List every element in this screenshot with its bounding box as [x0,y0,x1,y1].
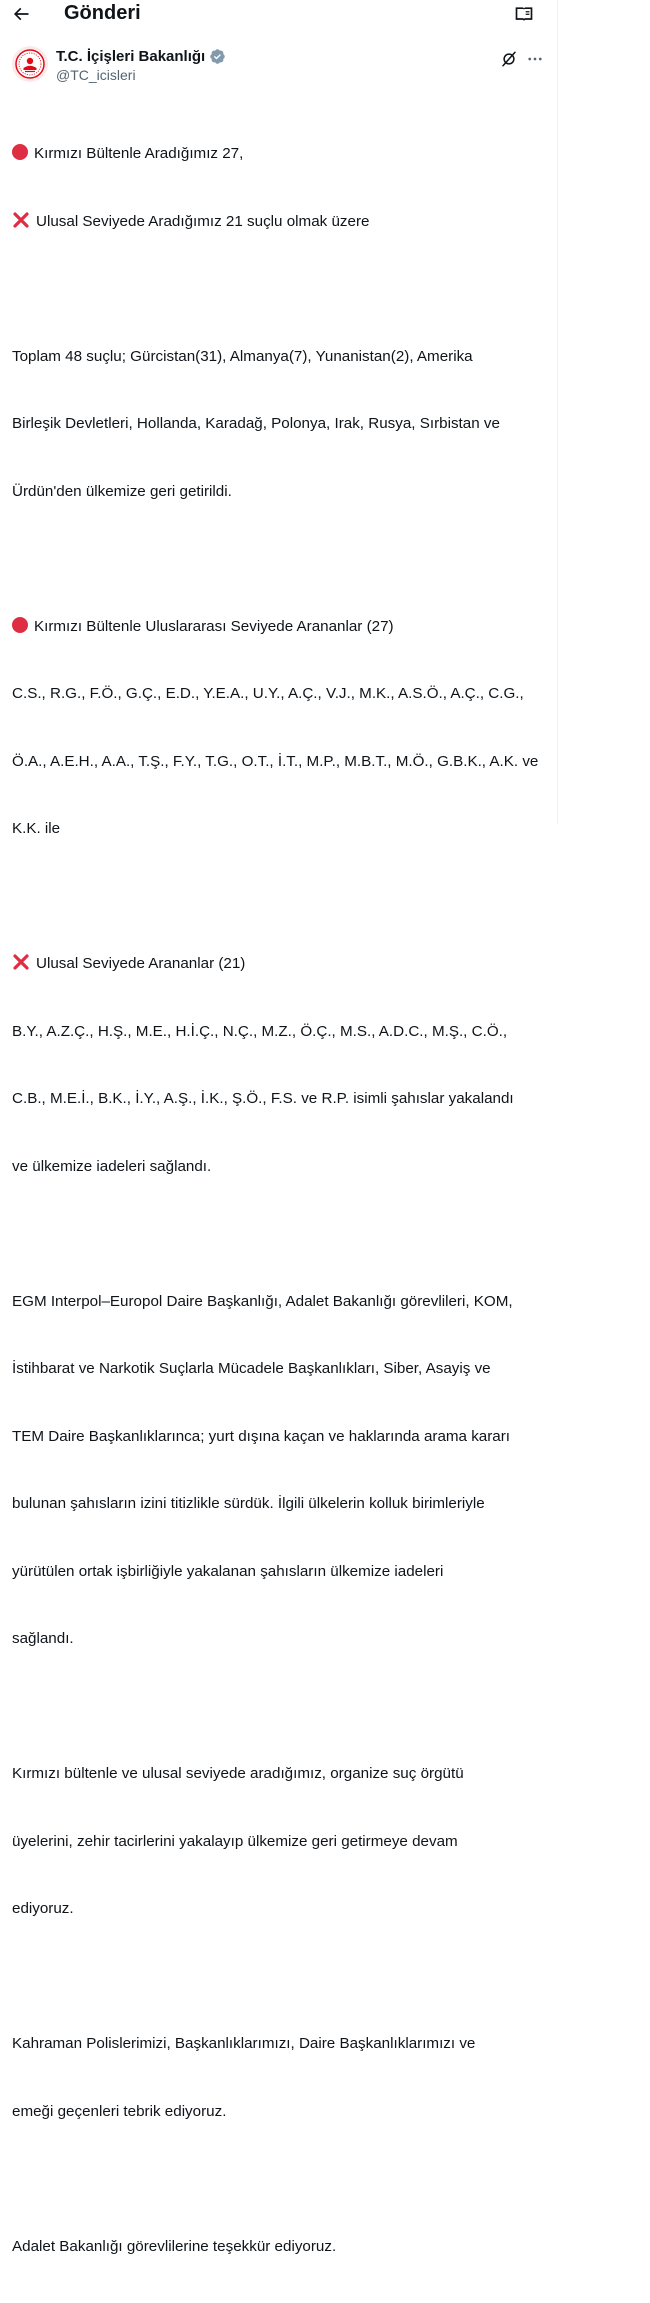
post-line: Kırmızı bültenle ve ulusal seviyede aradığımız, organize suç örgütü [12,1763,547,1786]
post-line: B.Y., A.Z.Ç., H.Ş., M.E., H.İ.Ç., N.Ç., M.Z., Ö.Ç., M.S., A.D.C., M.Ş., C.Ö., [12,1021,547,1044]
red-circle-emoji [12,617,28,633]
post-line: Kahraman Polislerimizi, Başkanlıklarımızı, Daire Başkanlıklarımızı ve [12,2033,547,2056]
post-line: ve ülkemize iadeleri sağlandı. [12,1156,547,1179]
column-divider [557,0,558,824]
ministry-seal-icon [12,46,48,82]
post-paragraph-thanks [12,2191,547,2303]
reader-mode-icon [514,4,534,24]
cross-mark-emoji [12,953,30,971]
post-line: Ulusal Seviyede Aradığımız 21 suçlu olmak üzere [36,213,369,230]
post-line: bulunan şahısların izini titizlikle sürdük. İlgili ülkelerin kolluk birimleriyle [12,1493,547,1516]
grok-button[interactable] [498,48,520,70]
post-line: Ürdün'den ülkemize geri getirildi. [12,481,547,504]
post-paragraph-red-notice [12,571,547,886]
post-line: Birleşik Devletleri, Hollanda, Karadağ, Polonya, Irak, Rusya, Sırbistan ve [12,413,547,436]
post-line: C.B., M.E.İ., B.K., İ.Y., A.Ş., İ.K., Ş.Ö., F.S. ve R.P. isimli şahıslar yakalandı [12,1088,547,1111]
author-name[interactable] [56,47,226,66]
post-line: emeği geçenleri tebrik ediyoruz. [12,2101,547,2124]
page-title: Gönderi [64,1,141,25]
cross-mark-emoji [12,211,30,229]
avatar[interactable] [12,46,48,82]
post-paragraph-continue [12,1718,547,1966]
grok-icon [500,50,518,68]
page-header [0,0,557,30]
post-paragraph-agencies [12,1246,547,1696]
post-line: üyelerini, zehir tacirlerini yakalayıp ülkemize geri getirmeye devam [12,1831,547,1854]
red-circle-emoji [12,144,28,160]
post-line: Kırmızı Bültenle Aradığımız 27, [34,145,243,162]
post-line: ediyoruz. [12,1898,547,1921]
post-line: C.S., R.G., F.Ö., G.Ç., E.D., Y.E.A., U.Y., A.Ç., V.J., M.K., A.S.Ö., A.Ç., C.G., [12,683,547,706]
post-paragraph-intro [12,98,547,278]
post-line: EGM Interpol–Europol Daire Başkanlığı, Adalet Bakanlığı görevlileri, KOM, [12,1291,547,1314]
post-line: TEM Daire Başkanlıklarınca; yurt dışına kaçan ve haklarında arama kararı [12,1426,547,1449]
more-dots-icon [526,50,544,68]
post-line: Toplam 48 suçlu; Gürcistan(31), Almanya(7), Yunanistan(2), Amerika [12,346,547,369]
post-line: K.K. ile [12,818,547,841]
post-paragraph-national [12,908,547,1223]
post-line: Kırmızı Bültenle Uluslararası Seviyede Arananlar (27) [34,618,394,635]
post-text [12,98,547,2303]
arrow-left-icon [11,4,31,24]
post-line: sağlandı. [12,1628,547,1651]
post-author-row [12,44,547,86]
post-line: Ö.A., A.E.H., A.A., T.Ş., F.Y., T.G., O.T., İ.T., M.P., M.B.T., M.Ö., G.B.K., A.K. ve [12,751,547,774]
post-line: İstihbarat ve Narkotik Suçlarla Mücadele Başkanlıkları, Siber, Asayiş ve [12,1358,547,1381]
author-name-text: T.C. İçişleri Bakanlığı [56,47,205,66]
more-options-button[interactable] [524,48,546,70]
post-paragraph-congrats [12,1988,547,2168]
author-handle[interactable]: @TC_icisleri [56,67,136,84]
post-line: Ulusal Seviyede Arananlar (21) [36,955,245,972]
back-button[interactable] [6,0,36,28]
verified-badge-icon [209,48,226,65]
post-line: yürütülen ortak işbirliğiyle yakalanan şahısların ülkemize iadeleri [12,1561,547,1584]
post-paragraph-summary [12,301,547,549]
reader-mode-button[interactable] [512,2,536,26]
post-line: Adalet Bakanlığı görevlilerine teşekkür ediyoruz. [12,2236,547,2259]
